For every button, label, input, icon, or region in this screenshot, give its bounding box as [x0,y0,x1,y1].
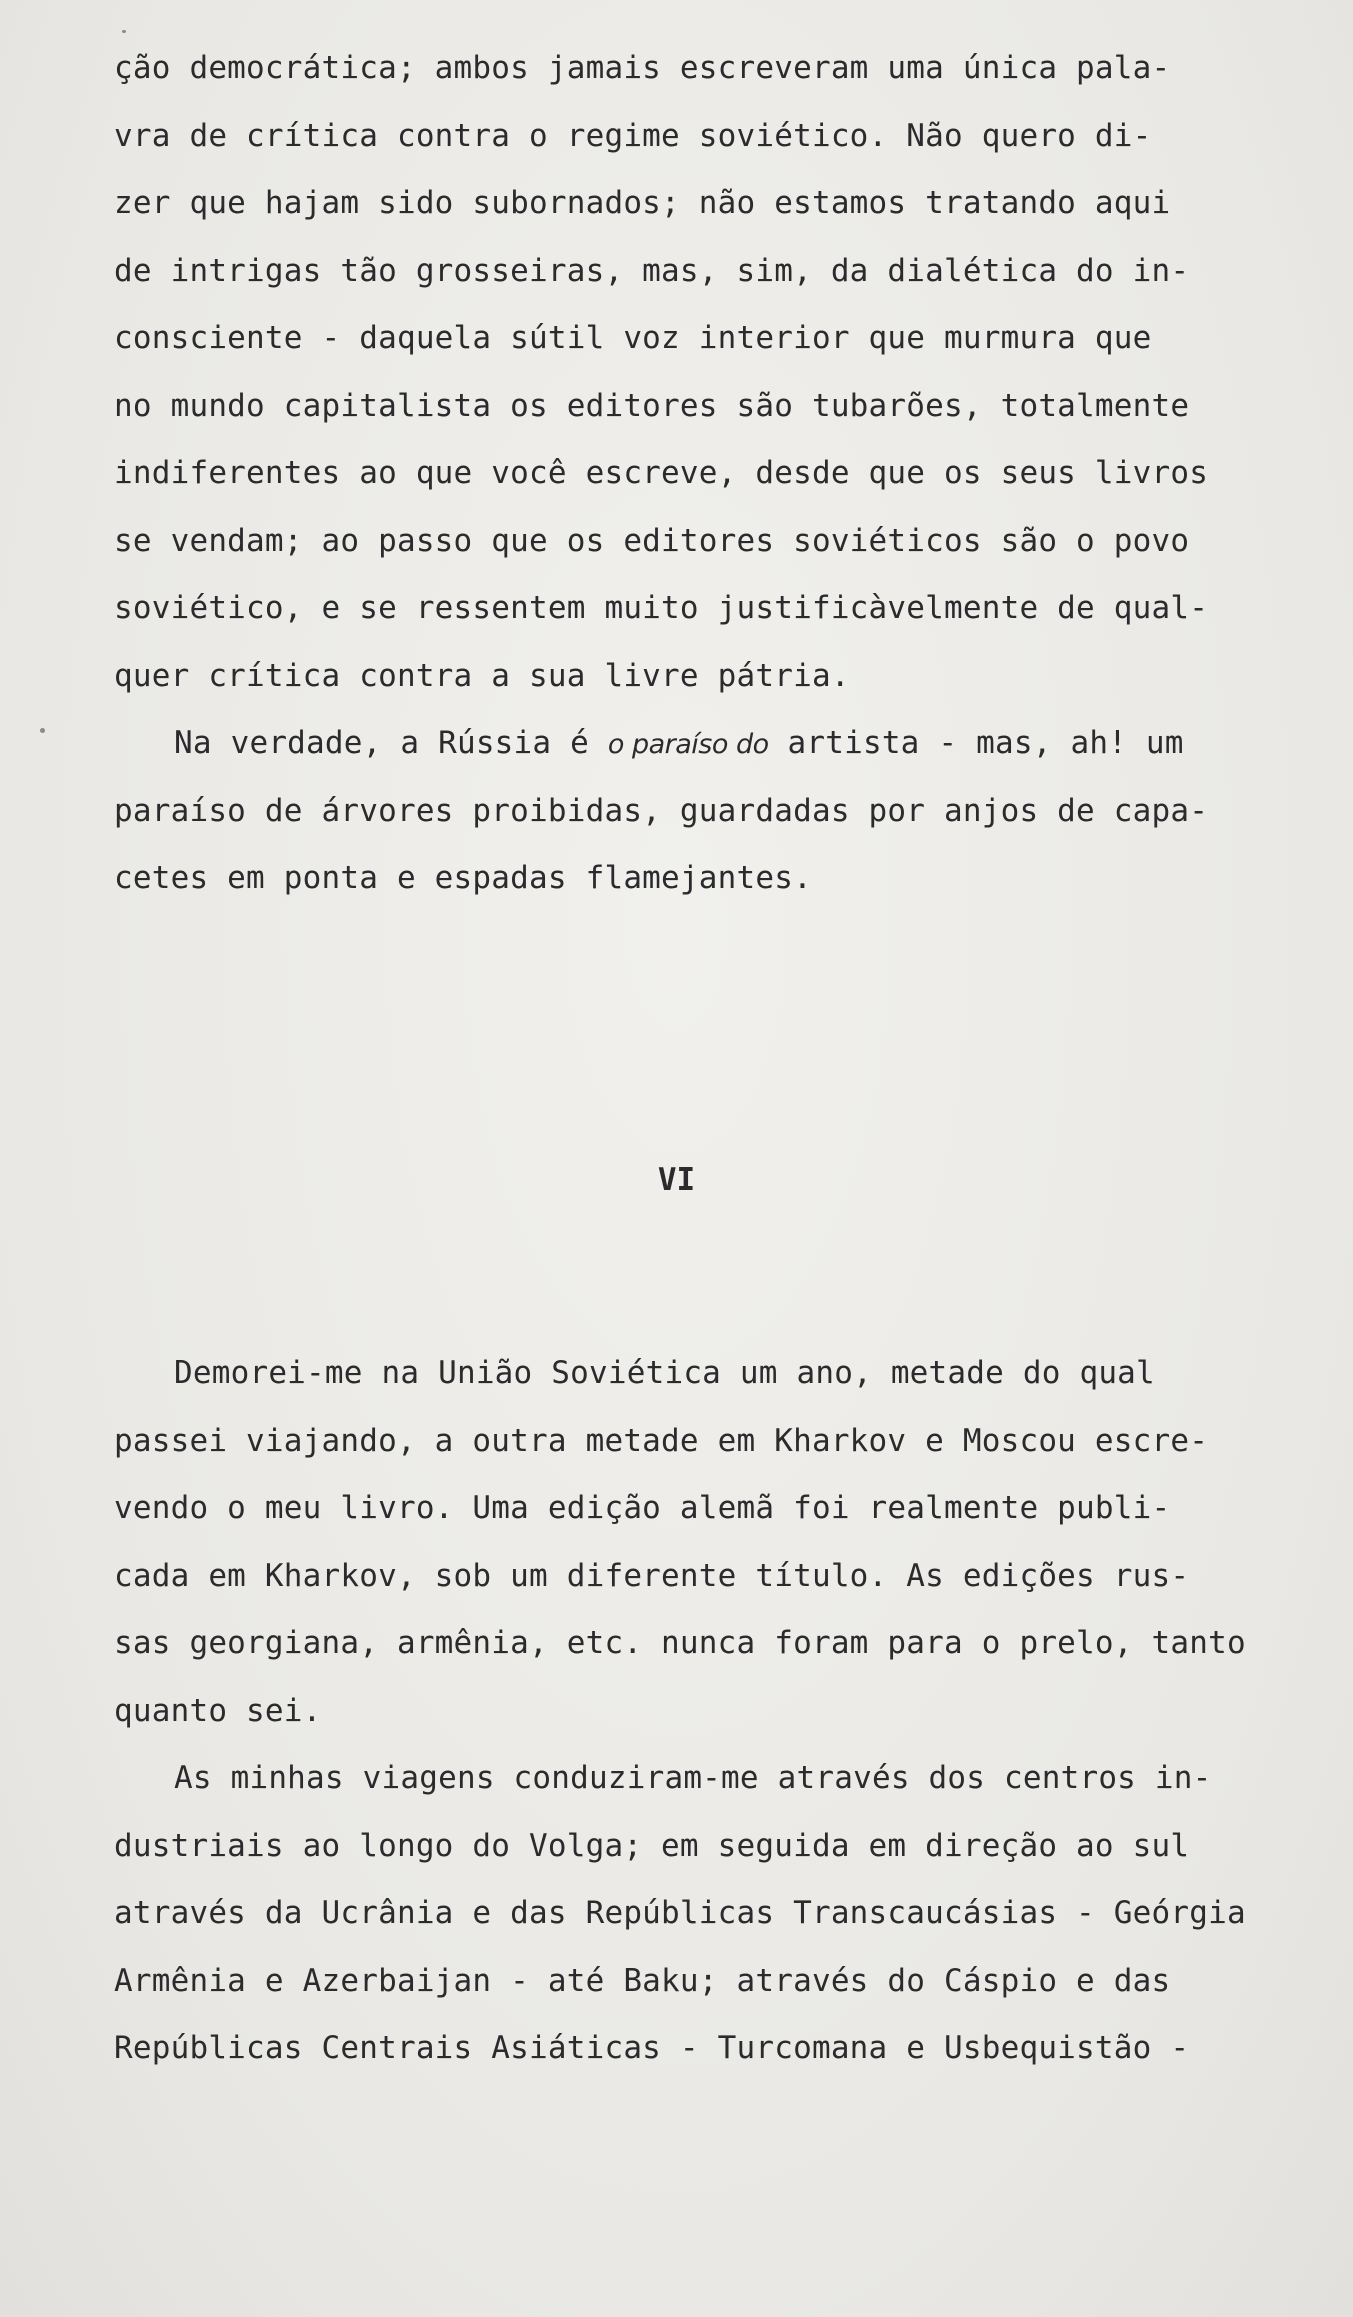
text-line: cetes em ponta e espadas flamejantes. [114,860,812,896]
text-line: cada em Kharkov, sob um diferente título. As edições rus- [114,1557,1190,1594]
text-line: dustriais ao longo do Volga; em seguida em direção ao sul [114,1827,1190,1864]
text-line: no mundo capitalista os editores são tubarões, totalmente [114,387,1190,424]
section-heading: VI [657,1162,696,1198]
handwritten-insertion: o paraíso do [607,729,769,760]
text-line: paraíso de árvores proibidas, guardadas por anjos de capa- [114,792,1209,829]
text-line: de intrigas tão grosseiras, mas, sim, da dialética do in- [114,252,1190,289]
text-span: artista - mas, ah! um [768,725,1184,761]
text-line: indiferentes ao que você escreve, desde que os seus livros [114,455,1209,491]
paper-speck [122,30,126,33]
text-line: Armênia e Azerbaijan - até Baku; através do Cáspio e das [114,1962,1171,1999]
text-line: ção democrática; ambos jamais escreveram uma única pala- [114,50,1171,86]
paragraph-first-line [114,710,1274,778]
text-span: Na verdade, a Rússia é [174,725,608,761]
text-line: soviético, e se ressentem muito justificàvelmente de qual- [114,590,1209,626]
text-line: vendo o meu livro. Uma edição alemã foi realmente publi- [114,1490,1171,1526]
text-line: zer que hajam sido subornados; não estamos tratando aqui [114,185,1171,221]
upper-text-block [114,35,1274,913]
paper-speck [40,728,45,733]
text-line: através da Ucrânia e das Repúblicas Transcaucásias - Geórgia [114,1895,1246,1931]
paragraph-first-line: As minhas viagens conduziram-me através dos centros in- [174,1760,1212,1796]
text-line: vra de crítica contra o regime soviético. Não quero di- [114,117,1152,154]
text-line: se vendam; ao passo que os editores soviéticos são o povo [114,522,1190,559]
text-line: passei viajando, a outra metade em Kharkov e Moscou escre- [114,1422,1209,1459]
paragraph-first-line: Demorei-me na União Soviética um ano, metade do qual [174,1355,1155,1391]
text-line: sas georgiana, armênia, etc. nunca foram para o prelo, tanto [114,1625,1246,1661]
text-line: Repúblicas Centrais Asiáticas - Turcomana e Usbequistão - [114,2030,1190,2066]
lower-text-block [114,1340,1274,2083]
text-line: quanto sei. [114,1692,322,1729]
text-line: quer crítica contra a sua livre pátria. [114,657,850,694]
text-line: consciente - daquela sútil voz interior que murmura que [114,320,1152,356]
